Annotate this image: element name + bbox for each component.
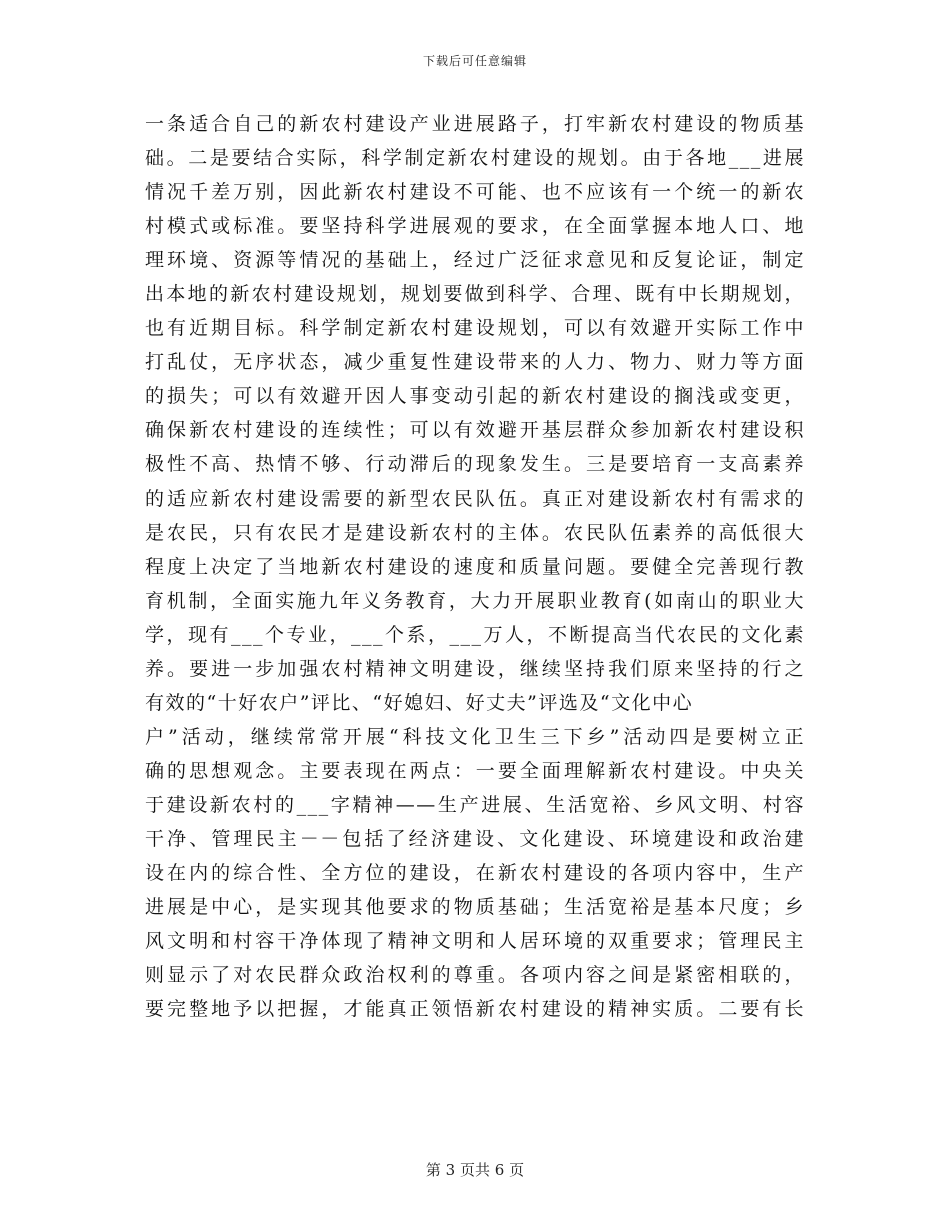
body-line: 出本地的新农村建设规划，规划要做到科学、合理、既有中长期规划， bbox=[145, 283, 805, 306]
body-line: 是农民，只有农民才是建设新农村的主体。农民队伍素养的高低很大 bbox=[145, 521, 805, 544]
document-body bbox=[145, 107, 805, 1026]
body-line: 育机制，全面实施九年义务教育，大力开展职业教育(如南山的职业大 bbox=[145, 589, 805, 612]
body-line: 的损失；可以有效避开因人事变动引起的新农村建设的搁浅或变更， bbox=[145, 385, 805, 408]
body-line: 学，现有___个专业，___个系，___万人，不断提高当代农民的文化素 bbox=[145, 623, 805, 646]
body-line: 程度上决定了当地新农村建设的速度和质量问题。要健全完善现行教 bbox=[145, 555, 805, 578]
body-line: 户”活动，继续常常开展“科技文化卫生三下乡”活动四是要树立正 bbox=[145, 725, 805, 748]
body-line: 进展是中心，是实现其他要求的物质基础；生活宽裕是基本尺度；乡 bbox=[145, 896, 805, 919]
body-line: 情况千差万别，因此新农村建设不可能、也不应该有一个统一的新农 bbox=[145, 181, 805, 204]
body-line: 极性不高、热情不够、行动滞后的现象发生。三是要培育一支高素养 bbox=[145, 453, 805, 476]
body-line: 确的思想观念。主要表现在两点：一要全面理解新农村建设。中央关 bbox=[145, 759, 805, 782]
page-header: 下载后可任意编辑 bbox=[422, 54, 527, 68]
body-line: 于建设新农村的___字精神——生产进展、生活宽裕、乡风文明、村容 bbox=[145, 793, 805, 816]
body-line: 有效的“十好农户”评比、“好媳妇、好丈夫”评选及“文化中心 bbox=[145, 691, 694, 714]
body-line: 理环境、资源等情况的基础上，经过广泛征求意见和反复论证，制定 bbox=[145, 249, 805, 272]
body-line: 养。要进一步加强农村精神文明建设，继续坚持我们原来坚持的行之 bbox=[145, 657, 805, 680]
body-line: 干净、管理民主－－包括了经济建设、文化建设、环境建设和政治建 bbox=[145, 827, 805, 850]
body-line: 也有近期目标。科学制定新农村建设规划，可以有效避开实际工作中 bbox=[145, 317, 805, 340]
body-line: 风文明和村容干净体现了精神文明和人居环境的双重要求；管理民主 bbox=[145, 930, 805, 953]
body-line: 村模式或标准。要坚持科学进展观的要求，在全面掌握本地人口、地 bbox=[145, 215, 805, 238]
page-number: 第 3 页共 6 页 bbox=[425, 1161, 525, 1179]
body-line: 确保新农村建设的连续性；可以有效避开基层群众参加新农村建设积 bbox=[145, 419, 805, 442]
body-line: 础。二是要结合实际，科学制定新农村建设的规划。由于各地___进展 bbox=[145, 147, 805, 170]
body-line: 的适应新农村建设需要的新型农民队伍。真正对建设新农村有需求的 bbox=[145, 487, 805, 510]
body-line: 要完整地予以把握，才能真正领悟新农村建设的精神实质。二要有长 bbox=[145, 998, 805, 1021]
body-line: 设在内的综合性、全方位的建设，在新农村建设的各项内容中，生产 bbox=[145, 862, 805, 885]
body-line: 则显示了对农民群众政治权利的尊重。各项内容之间是紧密相联的， bbox=[145, 964, 805, 987]
body-line: 打乱仗，无序状态，减少重复性建设带来的人力、物力、财力等方面 bbox=[145, 351, 805, 374]
body-line: 一条适合自己的新农村建设产业进展路子，打牢新农村建设的物质基 bbox=[145, 113, 805, 135]
